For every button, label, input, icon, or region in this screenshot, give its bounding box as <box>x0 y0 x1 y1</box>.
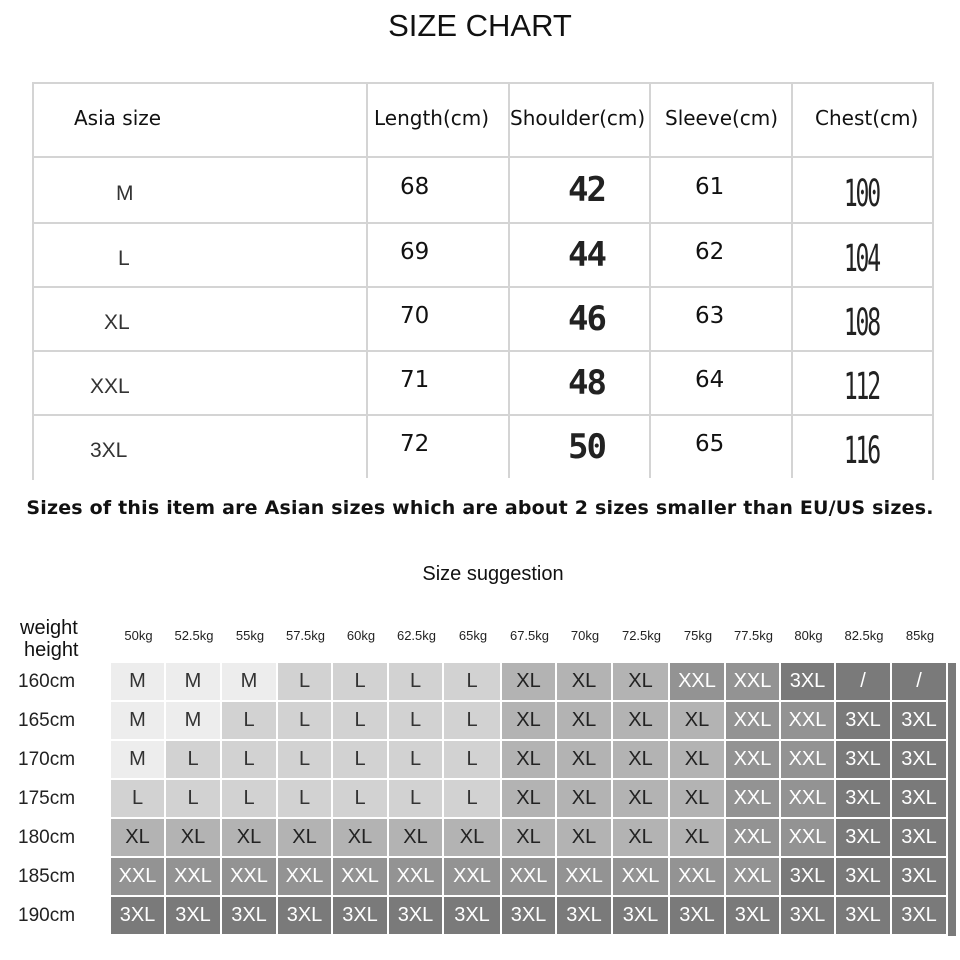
table-cell: 70 <box>400 303 430 329</box>
height-axis-label: height <box>24 639 79 661</box>
size-suggestion-cell: 3XL <box>892 858 948 897</box>
header-cell: Asia size <box>74 106 162 130</box>
size-suggestion-cell: XXL <box>726 663 781 702</box>
size-suggestion-cell: / <box>836 663 892 702</box>
size-suggestion-cell: XL <box>613 702 670 741</box>
size-suggestion-cell: M <box>166 663 222 702</box>
size-suggestion-cell: XL <box>502 663 557 702</box>
size-suggestion-cell: 3XL <box>892 741 948 780</box>
size-suggestion-cell: XL <box>613 741 670 780</box>
table-cell-box <box>366 352 508 414</box>
size-chart-header-row <box>34 84 932 158</box>
size-suggestion-cell: 3XL <box>502 897 557 936</box>
height-label: 180cm <box>18 827 76 848</box>
size-suggestion-cell: 3XL <box>389 897 444 936</box>
weight-label: 80kg <box>794 628 823 643</box>
height-label: 190cm <box>18 905 76 926</box>
size-suggestion-cell: 3XL <box>111 897 166 936</box>
size-suggestion-cell: XL <box>557 702 613 741</box>
table-cell: XL <box>104 311 130 334</box>
size-suggestion-cell: L <box>222 741 278 780</box>
header-cell-box <box>791 84 932 156</box>
size-suggestion-cell: 3XL <box>444 897 502 936</box>
size-suggestion-cell: L <box>444 741 502 780</box>
size-suggestion-cell: XXL <box>781 702 836 741</box>
table-cell: 69 <box>400 239 430 265</box>
size-suggestion-cell: XXL <box>726 780 781 819</box>
size-suggestion-cell: L <box>278 702 333 741</box>
table-cell-box <box>649 416 791 478</box>
weight-label: 57.5kg <box>285 628 326 643</box>
size-suggestion-cell: XL <box>670 819 726 858</box>
table-cell-box <box>508 352 649 414</box>
table-row <box>34 288 932 352</box>
table-row <box>34 158 932 224</box>
header-cell: Sleeve(cm) <box>665 106 779 130</box>
size-suggestion-cell: XXL <box>389 858 444 897</box>
weight-label: 65kg <box>458 628 488 643</box>
size-suggestion-cell: XXL <box>444 858 502 897</box>
table-cell: M <box>116 182 134 205</box>
table-cell-box <box>649 158 791 222</box>
header-cell-box <box>508 84 649 156</box>
size-suggestion-cell: L <box>444 663 502 702</box>
size-suggestion-cell: L <box>333 702 389 741</box>
table-cell: 68 <box>400 174 430 200</box>
size-suggestion-cell: XL <box>502 702 557 741</box>
weight-label: 77.5kg <box>733 628 774 643</box>
size-suggestion-cell: XL <box>444 819 502 858</box>
table-row <box>34 416 932 478</box>
size-suggestion-title: Size suggestion <box>422 563 564 585</box>
table-cell-box <box>791 224 932 286</box>
table-row <box>34 224 932 288</box>
size-suggestion-cell: 3XL <box>278 897 333 936</box>
size-suggestion-cell: XXL <box>781 819 836 858</box>
weight-label: 82.5kg <box>844 628 884 643</box>
size-suggestion-cell: XXL <box>502 858 557 897</box>
table-cell-box <box>34 224 366 286</box>
table-cell: 104 <box>843 235 879 281</box>
table-cell-box <box>34 352 366 414</box>
table-cell-box <box>508 288 649 350</box>
table-cell: 63 <box>695 303 725 329</box>
size-suggestion-cell: 3XL <box>836 741 892 780</box>
size-suggestion-cell: XXL <box>613 858 670 897</box>
size-suggestion-cell: XXL <box>726 858 781 897</box>
size-suggestion-cell: M <box>222 663 278 702</box>
table-cell-box <box>649 352 791 414</box>
size-suggestion-cell: XXL <box>781 780 836 819</box>
size-suggestion-cell: L <box>222 780 278 819</box>
size-suggestion-cell: XXL <box>726 819 781 858</box>
size-suggestion-cell: M <box>111 702 166 741</box>
size-suggestion-cell: 3XL <box>557 897 613 936</box>
size-suggestion-cell: XXL <box>222 858 278 897</box>
weight-label: 50kg <box>124 628 153 643</box>
weight-label: 52.5kg <box>174 628 214 643</box>
size-suggestion-cell: L <box>166 780 222 819</box>
size-suggestion-cell: XXL <box>670 663 726 702</box>
size-suggestion-cell: L <box>444 702 502 741</box>
size-suggestion-cell: M <box>111 741 166 780</box>
table-cell-box <box>366 224 508 286</box>
table-cell-box <box>366 416 508 478</box>
table-cell: 64 <box>695 367 725 393</box>
height-label: 175cm <box>18 788 76 809</box>
size-suggestion-cell: 3XL <box>892 702 948 741</box>
weight-label: 55kg <box>235 628 265 643</box>
header-cell-box <box>34 84 366 156</box>
weight-label: 62.5kg <box>396 628 437 643</box>
size-suggestion-cell: XXL <box>278 858 333 897</box>
weight-label: 75kg <box>683 628 713 643</box>
table-cell: 42 <box>568 170 605 210</box>
table-cell: 62 <box>695 239 725 265</box>
weight-axis-label: weight <box>20 617 78 639</box>
table-cell: 61 <box>695 174 725 200</box>
size-suggestion-cell: 3XL <box>892 819 948 858</box>
weight-header-row <box>0 628 960 650</box>
size-suggestion-cell: XL <box>670 780 726 819</box>
size-suggestion-cell: L <box>389 780 444 819</box>
size-suggestion-cell: L <box>278 741 333 780</box>
table-cell-box <box>508 224 649 286</box>
size-suggestion-cell: M <box>166 702 222 741</box>
size-suggestion-cell: XL <box>613 819 670 858</box>
header-cell: Shoulder(cm) <box>510 106 646 130</box>
table-cell-box <box>508 416 649 478</box>
size-suggestion-cell: XL <box>222 819 278 858</box>
size-suggestion-cell: L <box>389 741 444 780</box>
height-label: 185cm <box>18 866 76 887</box>
header-cell: Chest(cm) <box>815 106 919 130</box>
size-suggestion-cell: XL <box>557 780 613 819</box>
table-cell: L <box>118 247 130 270</box>
weight-label: 72.5kg <box>621 628 662 643</box>
size-suggestion-cell: 3XL <box>726 897 781 936</box>
size-suggestion-cell: 3XL <box>613 897 670 936</box>
size-suggestion-cell: M <box>111 663 166 702</box>
height-label: 160cm <box>18 671 76 692</box>
size-suggestion-cell: XXL <box>670 858 726 897</box>
size-suggestion-cell: 3XL <box>836 897 892 936</box>
size-suggestion-cell: 3XL <box>892 780 948 819</box>
size-suggestion-cell: XXL <box>111 858 166 897</box>
table-cell-box <box>34 416 366 478</box>
size-suggestion-cell: XL <box>557 663 613 702</box>
size-suggestion-cell: 3XL <box>892 897 948 936</box>
size-suggestion-cell: 3XL <box>836 858 892 897</box>
size-suggestion-cell: 3XL <box>781 858 836 897</box>
size-suggestion-cell: L <box>333 663 389 702</box>
table-cell-box <box>649 288 791 350</box>
size-suggestion-cell: 3XL <box>836 780 892 819</box>
size-suggestion-cell: 3XL <box>333 897 389 936</box>
table-cell-box <box>366 158 508 222</box>
size-suggestion-cell: XL <box>557 819 613 858</box>
size-suggestion-cell: L <box>389 663 444 702</box>
size-suggestion-cell: 3XL <box>836 819 892 858</box>
size-suggestion-cell: XXL <box>726 741 781 780</box>
size-suggestion-cell: 3XL <box>166 897 222 936</box>
header-cell: Length(cm) <box>374 106 490 130</box>
table-cell: 108 <box>843 299 879 345</box>
weight-label: 70kg <box>570 628 600 643</box>
size-suggestion-cell: XXL <box>781 741 836 780</box>
size-suggestion-cell: XL <box>166 819 222 858</box>
size-suggestion-cell: L <box>222 702 278 741</box>
size-suggestion-cell: XXL <box>166 858 222 897</box>
header-cell-box <box>366 84 508 156</box>
size-suggestion-cell: XL <box>278 819 333 858</box>
table-row <box>34 352 932 416</box>
size-suggestion-cell: / <box>892 663 948 702</box>
size-suggestion-cell: XL <box>333 819 389 858</box>
weight-label: 60kg <box>346 628 376 643</box>
table-cell-box <box>34 158 366 222</box>
size-suggestion-cell: XXL <box>557 858 613 897</box>
size-suggestion-cell: XXL <box>726 702 781 741</box>
size-suggestion-cell: XL <box>557 741 613 780</box>
table-cell: 112 <box>843 363 879 409</box>
table-cell: 71 <box>400 367 430 393</box>
grid-right-edge <box>948 663 956 936</box>
size-suggestion-cell: 3XL <box>781 897 836 936</box>
size-suggestion-cell: L <box>444 780 502 819</box>
size-suggestion-cell: XL <box>502 741 557 780</box>
size-suggestion-cell: XXL <box>333 858 389 897</box>
height-label: 170cm <box>18 749 76 770</box>
size-suggestion-cell: L <box>278 663 333 702</box>
table-cell-box <box>508 158 649 222</box>
table-cell-box <box>791 416 932 478</box>
size-suggestion-cell: XL <box>613 780 670 819</box>
size-suggestion-cell: L <box>278 780 333 819</box>
table-cell: 72 <box>400 431 430 457</box>
size-suggestion-cell: L <box>111 780 166 819</box>
table-cell: 3XL <box>90 439 128 462</box>
table-cell: 100 <box>843 170 879 216</box>
size-suggestion-cell: L <box>333 780 389 819</box>
size-suggestion-cell: 3XL <box>670 897 726 936</box>
size-suggestion-cell: XL <box>111 819 166 858</box>
size-suggestion-cell: XL <box>502 819 557 858</box>
size-suggestion-cell: L <box>389 702 444 741</box>
table-cell: 46 <box>568 299 605 339</box>
size-suggestion-cell: XL <box>670 741 726 780</box>
table-cell-box <box>34 288 366 350</box>
table-cell-box <box>791 288 932 350</box>
table-cell-box <box>649 224 791 286</box>
sizing-note: Sizes of this item are Asian sizes which are about 2 sizes smaller than EU/US sizes. <box>26 497 934 519</box>
size-suggestion-cell: 3XL <box>836 702 892 741</box>
table-cell: 44 <box>568 235 605 275</box>
size-suggestion-cell: L <box>333 741 389 780</box>
weight-label: 85kg <box>905 628 935 643</box>
page-title: SIZE CHART <box>388 8 572 43</box>
size-suggestion-cell: XL <box>502 780 557 819</box>
table-cell-box <box>791 158 932 222</box>
table-cell-box <box>366 288 508 350</box>
size-suggestion-cell: XL <box>670 702 726 741</box>
weight-label: 67.5kg <box>509 628 550 643</box>
size-suggestion-cell: 3XL <box>222 897 278 936</box>
table-cell-box <box>791 352 932 414</box>
size-suggestion-cell: L <box>166 741 222 780</box>
header-cell-box <box>649 84 791 156</box>
table-cell: XXL <box>90 375 130 398</box>
height-label: 165cm <box>18 710 76 731</box>
size-suggestion-cell: XL <box>389 819 444 858</box>
size-chart-table <box>32 82 934 480</box>
table-cell: 65 <box>695 431 725 457</box>
table-cell: 48 <box>568 363 605 403</box>
size-suggestion-cell: 3XL <box>781 663 836 702</box>
table-cell: 50 <box>568 427 605 467</box>
size-suggestion-cell: XL <box>613 663 670 702</box>
table-cell: 116 <box>843 427 879 473</box>
